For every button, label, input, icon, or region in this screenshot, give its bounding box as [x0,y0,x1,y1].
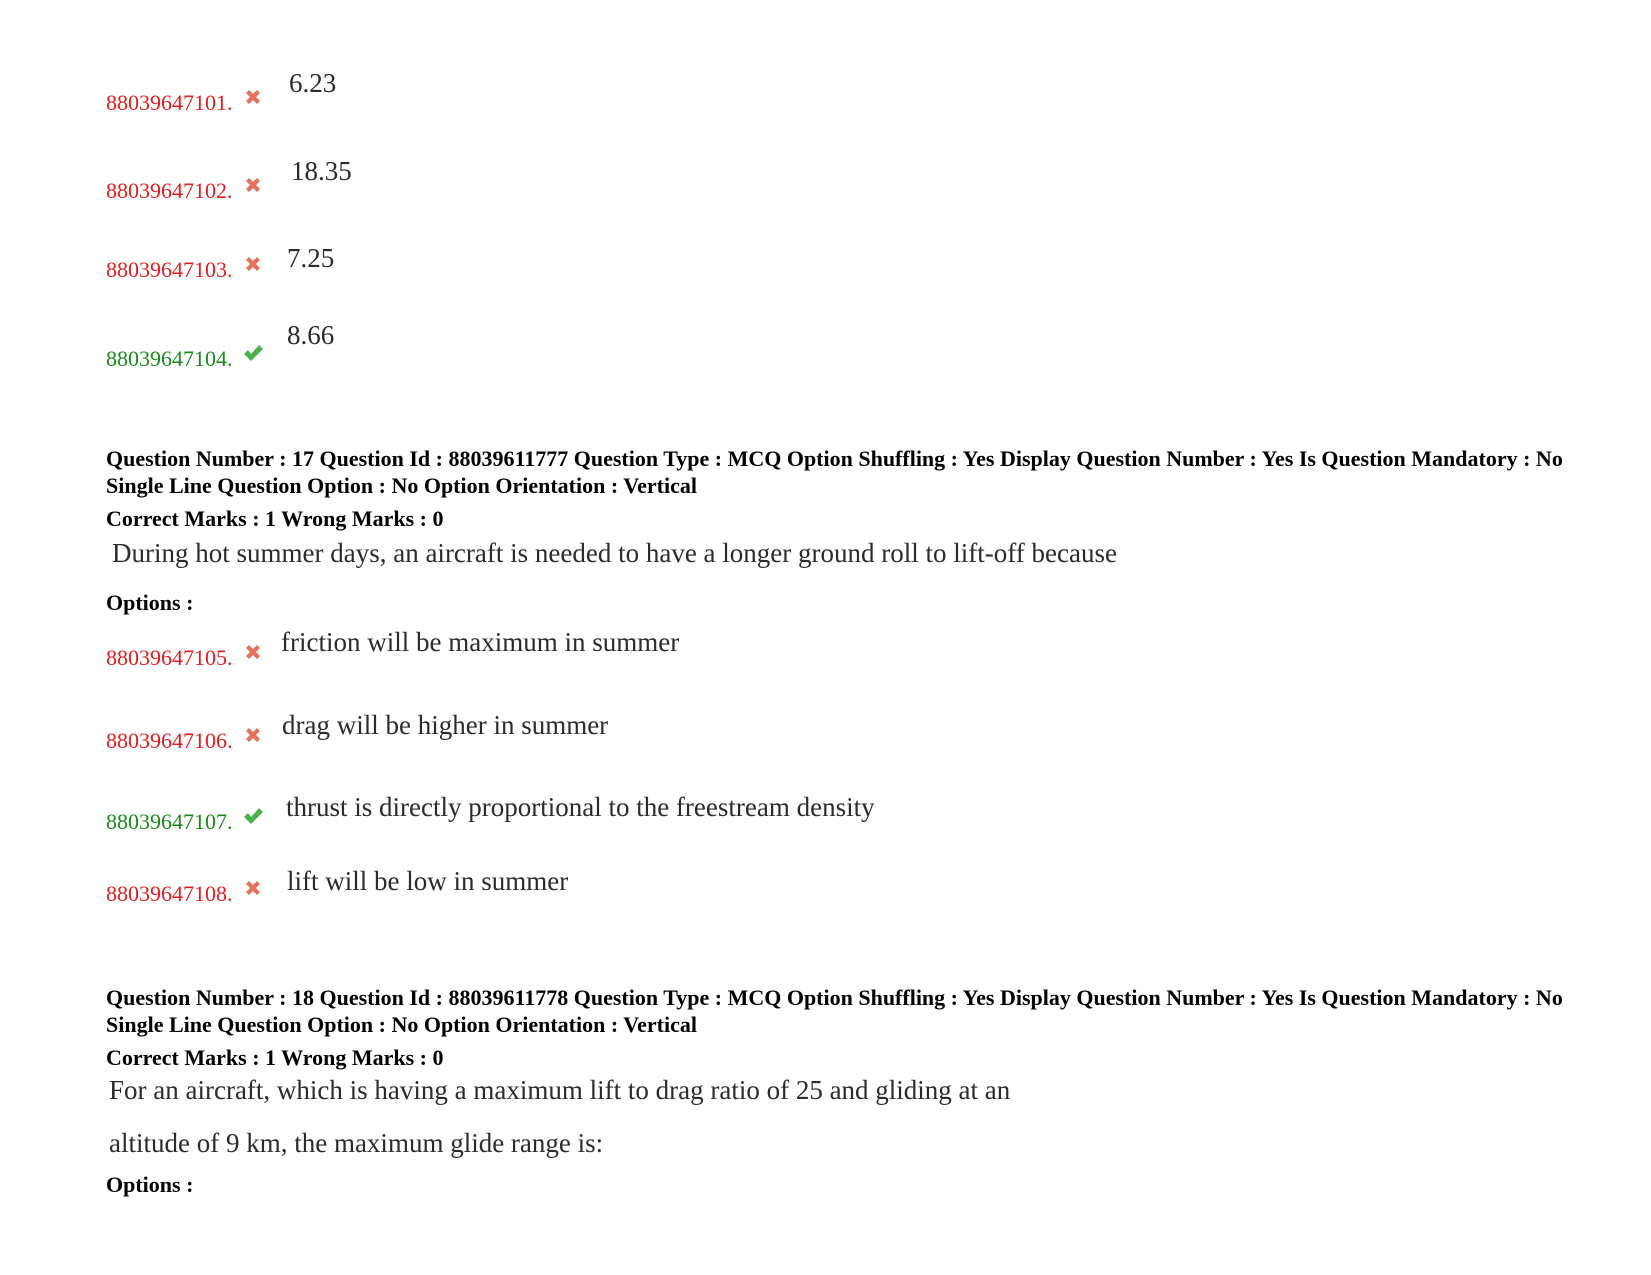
question-marks: Correct Marks : 1 Wrong Marks : 0 [106,506,444,531]
check-icon [242,342,264,364]
option-row [106,714,264,754]
option-id: 88039647105. [106,645,233,670]
option-answer: thrust is directly proportional to the freestream density [286,792,875,822]
option-row [106,867,264,907]
option-row [106,631,264,671]
question-text-line1: For an aircraft, which is having a maximum lift to drag ratio of 25 and gliding at an [109,1075,1011,1105]
check-icon [242,805,264,827]
question-meta: Question Number : 17 Question Id : 88039611777 Question Type : MCQ Option Shuffling : Yes Display Question Number : Yes Is Question Mandatory : No Single Line Question Option : No Option Orientation : Vertical [106,446,1563,498]
option-row [106,243,264,283]
cross-icon [242,641,264,663]
option-row [106,164,264,204]
option-answer: 18.35 [291,156,352,186]
question-marks: Correct Marks : 1 Wrong Marks : 0 [106,1045,444,1070]
option-row [106,332,264,372]
option-answer: 8.66 [287,320,335,350]
option-id: 88039647101. [106,90,233,115]
option-answer: drag will be higher in summer [282,710,609,740]
option-id: 88039647102. [106,178,233,203]
options-label: Options : [106,590,194,615]
option-id: 88039647103. [106,257,233,282]
cross-icon [242,174,264,196]
question-text-line2: altitude of 9 km, the maximum glide range is: [109,1128,604,1158]
options-label: Options : [106,1172,194,1197]
option-answer: 7.25 [287,243,335,273]
cross-icon [242,253,264,275]
option-id: 88039647107. [106,809,233,834]
cross-icon [242,724,264,746]
option-answer: 6.23 [289,68,337,98]
option-row [106,76,264,116]
cross-icon [242,877,264,899]
option-row [106,795,264,835]
question-meta: Question Number : 18 Question Id : 88039611778 Question Type : MCQ Option Shuffling : Yes Display Question Number : Yes Is Question Mandatory : No Single Line Question Option : No Option Orientation : Vertical [106,985,1563,1037]
option-id: 88039647106. [106,728,233,753]
option-id: 88039647108. [106,881,233,906]
option-answer: friction will be maximum in summer [281,627,680,657]
question-text: During hot summer days, an aircraft is needed to have a longer ground roll to lift-off because [112,538,1117,568]
option-id: 88039647104. [106,346,233,371]
cross-icon [242,86,264,108]
option-answer: lift will be low in summer [287,866,569,896]
